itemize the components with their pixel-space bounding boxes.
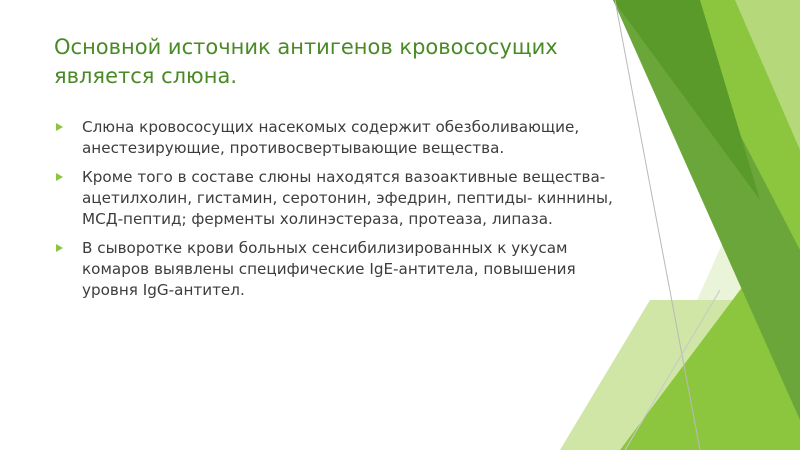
bullet-item (56, 167, 616, 230)
bullet-text: Слюна кровососущих насекомых содержит обезболивающие, анестезирующие, противосвертывающие вещества. (82, 118, 580, 157)
bullet-item (56, 238, 616, 301)
triangle-bullet-icon (56, 244, 63, 252)
bullet-text: Кроме того в составе слюны находятся вазоактивные вещества- ацетилхолин, гистамин, серотонин, эфедрин, пептиды- киннины, МСД-пептид; ферменты холинэстераза, протеаза, липаза. (82, 168, 613, 228)
triangle-bullet-icon (56, 123, 63, 131)
bullet-list (56, 117, 616, 309)
bullet-item (56, 117, 616, 159)
slide-title: Основной источник антигенов кровососущих является слюна. (54, 35, 558, 88)
triangle-bullet-icon (56, 173, 63, 181)
bullet-text: В сыворотке крови больных сенсибилизированных к укусам комаров выявлены специфические IgE-антитела, повышения уровня IgG-антител. (82, 239, 576, 299)
